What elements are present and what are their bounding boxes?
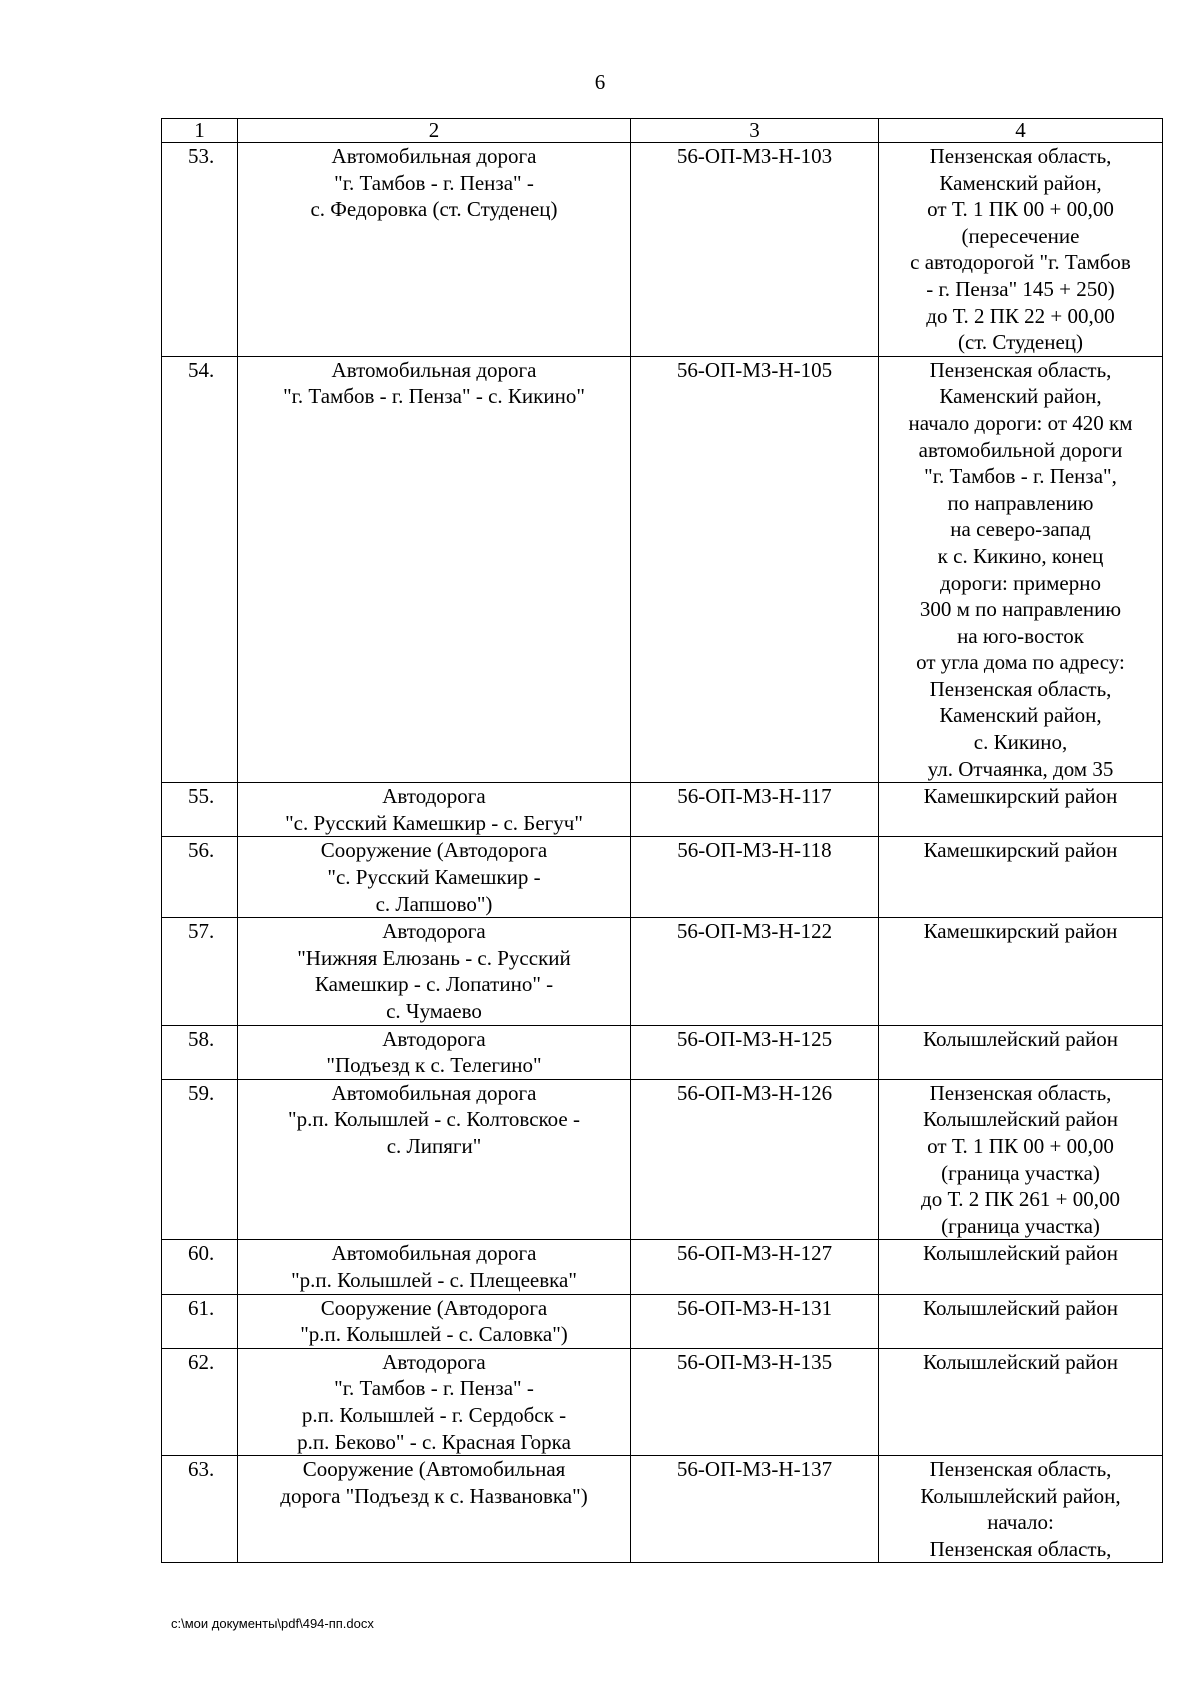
location-cell (879, 1079, 1163, 1240)
location-line: Колышлейский район, (920, 1483, 1121, 1508)
road-name-line: р.п. Беково" - с. Красная Горка (297, 1429, 571, 1454)
location-line: на северо-запад (950, 517, 1091, 542)
road-name-line: дорога "Подъезд к с. Названовка") (280, 1483, 588, 1508)
table-row (162, 143, 1163, 357)
location-cell (879, 1294, 1163, 1348)
road-name-line: Автомобильная дорога (331, 144, 537, 168)
road-name-line: "р.п. Колышлей - с. Колтовское - (288, 1107, 580, 1132)
road-name-cell (238, 1348, 631, 1455)
road-name-line: Автодорога (382, 784, 486, 809)
road-name-line: "г. Тамбов - г. Пенза" - с. Кикино" (283, 384, 585, 409)
road-name-cell (238, 1240, 631, 1294)
location-line: - г. Пенза" 145 + 250) (926, 276, 1115, 301)
table-row (162, 837, 1163, 918)
table-row (162, 918, 1163, 1025)
road-name-line: "Нижняя Елюзань - с. Русский (297, 945, 571, 970)
location-line: Камешкирский район (923, 784, 1118, 809)
location-line: до Т. 2 ПК 261 + 00,00 (921, 1187, 1120, 1212)
road-name-line: Сооружение (Автодорога (320, 838, 548, 863)
location-line: Колышлейский район (922, 1026, 1119, 1051)
location-cell (879, 1456, 1163, 1563)
location-line: 300 м по направлению (919, 597, 1122, 622)
location-line: (граница участка) (941, 1160, 1100, 1185)
row-number: 54. (162, 356, 238, 783)
road-code-cell: 56-ОП-МЗ-Н-127 (631, 1240, 879, 1294)
location-line: от Т. 1 ПК 00 + 00,00 (927, 197, 1114, 222)
roads-table (161, 118, 1163, 1563)
column-header: 2 (238, 119, 631, 143)
location-cell (879, 356, 1163, 783)
row-number: 53. (162, 143, 238, 357)
location-cell (879, 1348, 1163, 1455)
location-cell (879, 1240, 1163, 1294)
road-name-line: с. Липяги" (386, 1133, 482, 1158)
road-name-line: Автомобильная дорога (331, 1080, 537, 1105)
road-name-line: с. Чумаево (386, 999, 482, 1023)
location-line: Пензенская область, (929, 1457, 1112, 1482)
location-cell (879, 918, 1163, 1025)
location-line: Колышлейский район (922, 1295, 1119, 1320)
table-row (162, 1348, 1163, 1455)
road-name-line: Автомобильная дорога (331, 1241, 537, 1266)
location-cell (879, 837, 1163, 918)
road-name-line: "Подъезд к с. Телегино" (326, 1053, 542, 1078)
location-line: начало: (987, 1510, 1054, 1535)
road-name-line: "с. Русский Камешкир - с. Бегуч" (285, 810, 583, 835)
location-line: по направлению (947, 490, 1094, 515)
road-name-cell (238, 918, 631, 1025)
location-line: начало дороги: от 420 км (908, 410, 1133, 435)
row-number: 56. (162, 837, 238, 918)
road-name-line: "р.п. Колышлей - с. Саловка") (300, 1322, 568, 1347)
location-line: Колышлейский район (922, 1107, 1119, 1132)
location-line: (граница участка) (941, 1213, 1100, 1238)
road-name-line: Автодорога (382, 1026, 486, 1051)
location-line: (пересечение (961, 223, 1080, 248)
road-name-line: "г. Тамбов - г. Пенза" - (334, 170, 534, 195)
table-row (162, 1079, 1163, 1240)
road-code-cell: 56-ОП-МЗ-Н-131 (631, 1294, 879, 1348)
row-number: 55. (162, 783, 238, 837)
location-line: дороги: примерно (940, 570, 1101, 595)
column-header: 1 (162, 119, 238, 143)
road-name-cell (238, 143, 631, 357)
road-name-line: "с. Русский Камешкир - (327, 865, 541, 890)
road-name-line: с. Лапшово") (375, 891, 493, 916)
road-name-cell (238, 1294, 631, 1348)
page-number: 6 (594, 70, 606, 94)
row-number: 63. (162, 1456, 238, 1563)
road-name-line: Автодорога (382, 919, 486, 944)
column-header: 3 (631, 119, 879, 143)
table-row (162, 783, 1163, 837)
row-number: 61. (162, 1294, 238, 1348)
road-name-cell (238, 783, 631, 837)
road-code-cell: 56-ОП-МЗ-Н-125 (631, 1025, 879, 1079)
location-cell (879, 143, 1163, 357)
table-row (162, 1240, 1163, 1294)
location-line: от Т. 1 ПК 00 + 00,00 (927, 1133, 1114, 1158)
row-number: 57. (162, 918, 238, 1025)
location-cell (879, 1025, 1163, 1079)
row-number: 59. (162, 1079, 238, 1240)
road-code-cell: 56-ОП-МЗ-Н-117 (631, 783, 879, 837)
location-line: до Т. 2 ПК 22 + 00,00 (926, 303, 1115, 328)
location-line: Пензенская область, (929, 676, 1112, 701)
row-number: 60. (162, 1240, 238, 1294)
location-line: от угла дома по адресу: (916, 650, 1125, 675)
column-header: 4 (879, 119, 1163, 143)
road-name-line: Камешкир - с. Лопатино" - (314, 972, 554, 997)
road-code-cell: 56-ОП-МЗ-Н-105 (631, 356, 879, 783)
road-name-line: с. Федоровка (ст. Студенец) (310, 197, 558, 222)
location-line: к с. Кикино, конец (937, 543, 1104, 568)
location-line: ул. Отчаянка, дом 35 (927, 756, 1114, 781)
road-name-cell (238, 1079, 631, 1240)
table-header-row (162, 119, 1163, 143)
road-name-line: "р.п. Колышлей - с. Плещеевка" (291, 1267, 577, 1292)
table-row (162, 1456, 1163, 1563)
road-name-cell (238, 1025, 631, 1079)
location-line: Колышлейский район (922, 1349, 1119, 1374)
road-name-line: р.п. Колышлей - г. Сердобск - (301, 1402, 567, 1427)
location-cell (879, 783, 1163, 837)
location-line: Колышлейский район (922, 1241, 1119, 1266)
table-row (162, 356, 1163, 783)
road-name-cell (238, 837, 631, 918)
location-line: Пензенская область, (929, 357, 1112, 382)
location-line: Каменский район, (939, 170, 1102, 195)
road-name-cell (238, 356, 631, 783)
road-name-line: Сооружение (Автодорога (320, 1295, 548, 1320)
row-number: 62. (162, 1348, 238, 1455)
location-line: Пензенская область, (929, 144, 1112, 168)
location-line: Пензенская область, (929, 1536, 1112, 1561)
location-line: на юго-восток (957, 623, 1084, 648)
location-line: Камешкирский район (923, 919, 1118, 944)
road-code-cell: 56-ОП-МЗ-Н-126 (631, 1079, 879, 1240)
location-line: с. Кикино, (973, 730, 1068, 755)
table-row (162, 1294, 1163, 1348)
location-line: "г. Тамбов - г. Пенза", (924, 464, 1117, 489)
road-name-line: Автомобильная дорога (331, 357, 537, 382)
location-line: с автодорогой "г. Тамбов (910, 250, 1131, 275)
road-code-cell: 56-ОП-МЗ-Н-103 (631, 143, 879, 357)
location-line: Каменский район, (939, 384, 1102, 409)
road-code-cell: 56-ОП-МЗ-Н-122 (631, 918, 879, 1025)
table-row (162, 1025, 1163, 1079)
road-name-cell (238, 1456, 631, 1563)
road-code-cell: 56-ОП-МЗ-Н-137 (631, 1456, 879, 1563)
road-code-cell: 56-ОП-МЗ-Н-135 (631, 1348, 879, 1455)
location-line: автомобильной дороги (918, 437, 1123, 462)
location-line: Камешкирский район (923, 838, 1118, 863)
location-line: Пензенская область, (929, 1080, 1112, 1105)
row-number: 58. (162, 1025, 238, 1079)
footer-file-path: c:\мои документы\pdf\494-пп.docx (171, 1616, 374, 1631)
road-name-line: Автодорога (382, 1349, 486, 1374)
road-name-line: Сооружение (Автомобильная (302, 1457, 566, 1482)
road-code-cell: 56-ОП-МЗ-Н-118 (631, 837, 879, 918)
location-line: (ст. Студенец) (957, 330, 1083, 355)
location-line: Каменский район, (939, 703, 1102, 728)
road-name-line: "г. Тамбов - г. Пенза" - (334, 1376, 534, 1401)
